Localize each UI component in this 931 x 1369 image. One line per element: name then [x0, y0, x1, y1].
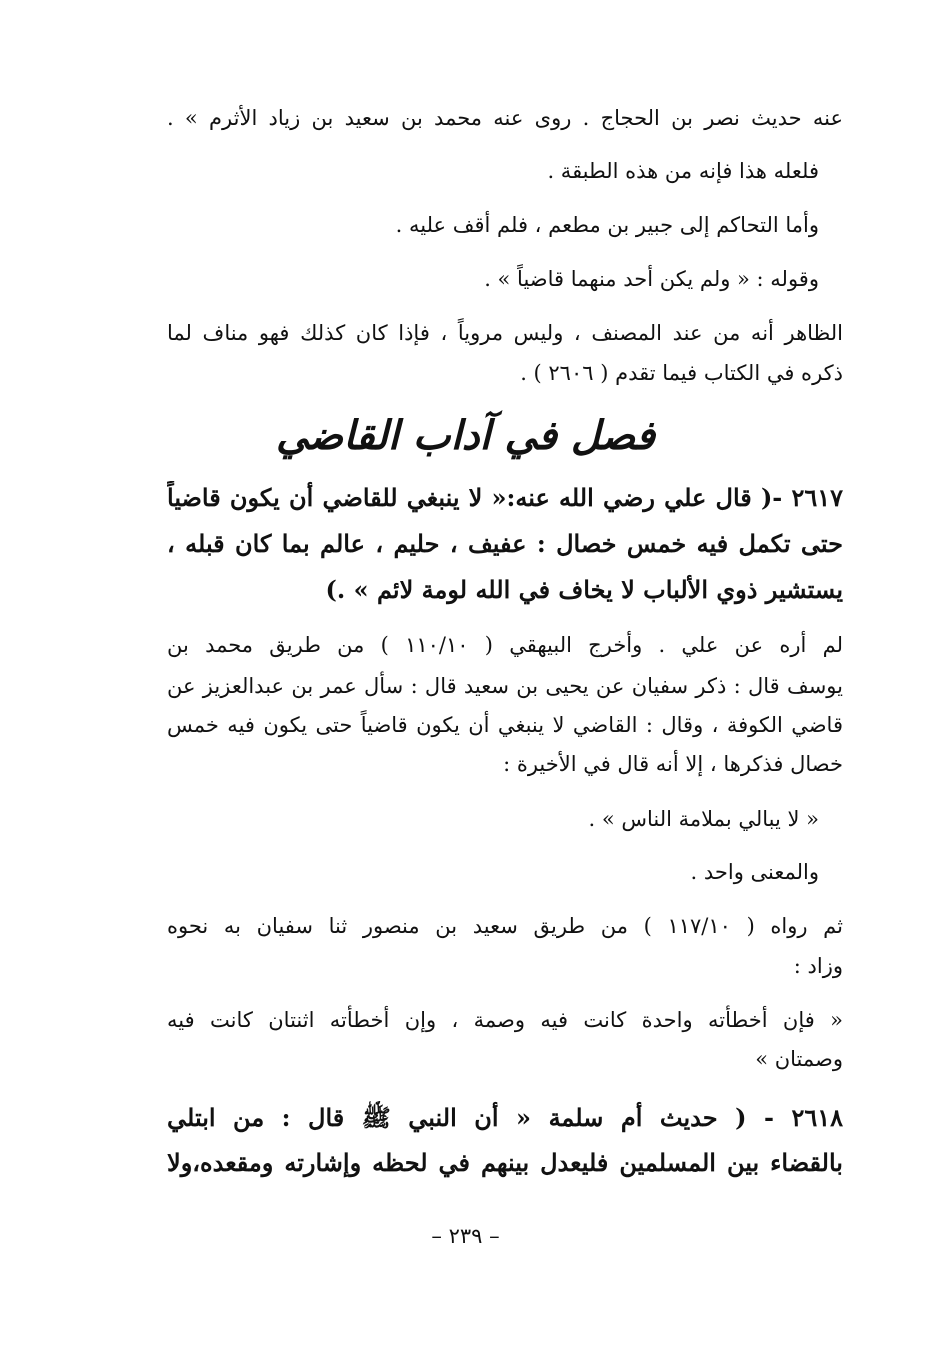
- text-line: ثم رواه ( ١١٧/١٠ ) من طريق سعيد بن منصور ثنا سفيان به نحوه: [167, 914, 843, 938]
- text-line-bold: بالقضاء بين المسلمين فليعدل بينهم في لحظه وإشارته ومقعده،ولا: [167, 1148, 843, 1177]
- text-line: والمعنى واحد .: [690, 860, 819, 884]
- text-line: خصال فذكرها ، إلا أنه قال في الأخيرة :: [503, 752, 843, 776]
- text-line: وزاد :: [793, 954, 843, 978]
- text-line-bold: حتى تكمل فيه خمس خصال : عفيف ، حليم ، عالم بما كان قبله ،: [167, 529, 843, 558]
- text-line-bold: يستشير ذوي الألباب لا يخاف في الله لومة لائم » .): [325, 575, 843, 604]
- text-line: « لا يبالي بملامة الناس » .: [588, 807, 819, 831]
- text-line-bold: ٢٦١٧ -( قال علي رضي الله عنه:« لا ينبغي للقاضي أن يكون قاضياً: [167, 483, 843, 512]
- text-line: عنه حديث نصر بن الحجاج . روى عنه محمد بن سعيد بن زياد الأثرم » .: [167, 106, 843, 130]
- text-line: وأما التحاكم إلى جبير بن مطعم ، فلم أقف عليه .: [395, 213, 819, 237]
- text-line: وقوله : « ولم يكن أحد منهما قاضياً » .: [484, 267, 819, 291]
- text-line: وصمتان »: [755, 1047, 843, 1071]
- page-number: – ٢٣٩ –: [431, 1224, 500, 1248]
- text-line: الظاهر أنه من عند المصنف ، وليس مروياً ، فإذا كان كذلك فهو مناف لما: [167, 321, 843, 345]
- section-heading: فصل في آداب القاضي: [275, 412, 656, 459]
- text-line: فلعله هذا فإنه من هذه الطبقة .: [547, 159, 819, 183]
- text-line: قاضي الكوفة ، وقال : القاضي لا ينبغي أن يكون قاضياً حتى يكون فيه خمس: [167, 713, 843, 737]
- text-line: « فإن أخطأته واحدة كانت فيه وصمة ، وإن أخطأته اثنتان كانت فيه: [167, 1008, 843, 1032]
- text-line-bold: ٢٦١٨ - ( حديث أم سلمة « أن النبي ﷺ قال : من ابتلي: [167, 1103, 843, 1132]
- text-line: لم أره عن علي . وأخرج البيهقي ( ١١٠/١٠ ) من طريق محمد بن: [167, 633, 843, 657]
- text-line: يوسف قال : ذكر سفيان عن يحيى بن سعيد قال : سأل عمر بن عبدالعزيز عن: [167, 674, 843, 698]
- text-line: ذكره في الكتاب فيما تقدم ( ٢٦٠٦ ) .: [520, 361, 843, 385]
